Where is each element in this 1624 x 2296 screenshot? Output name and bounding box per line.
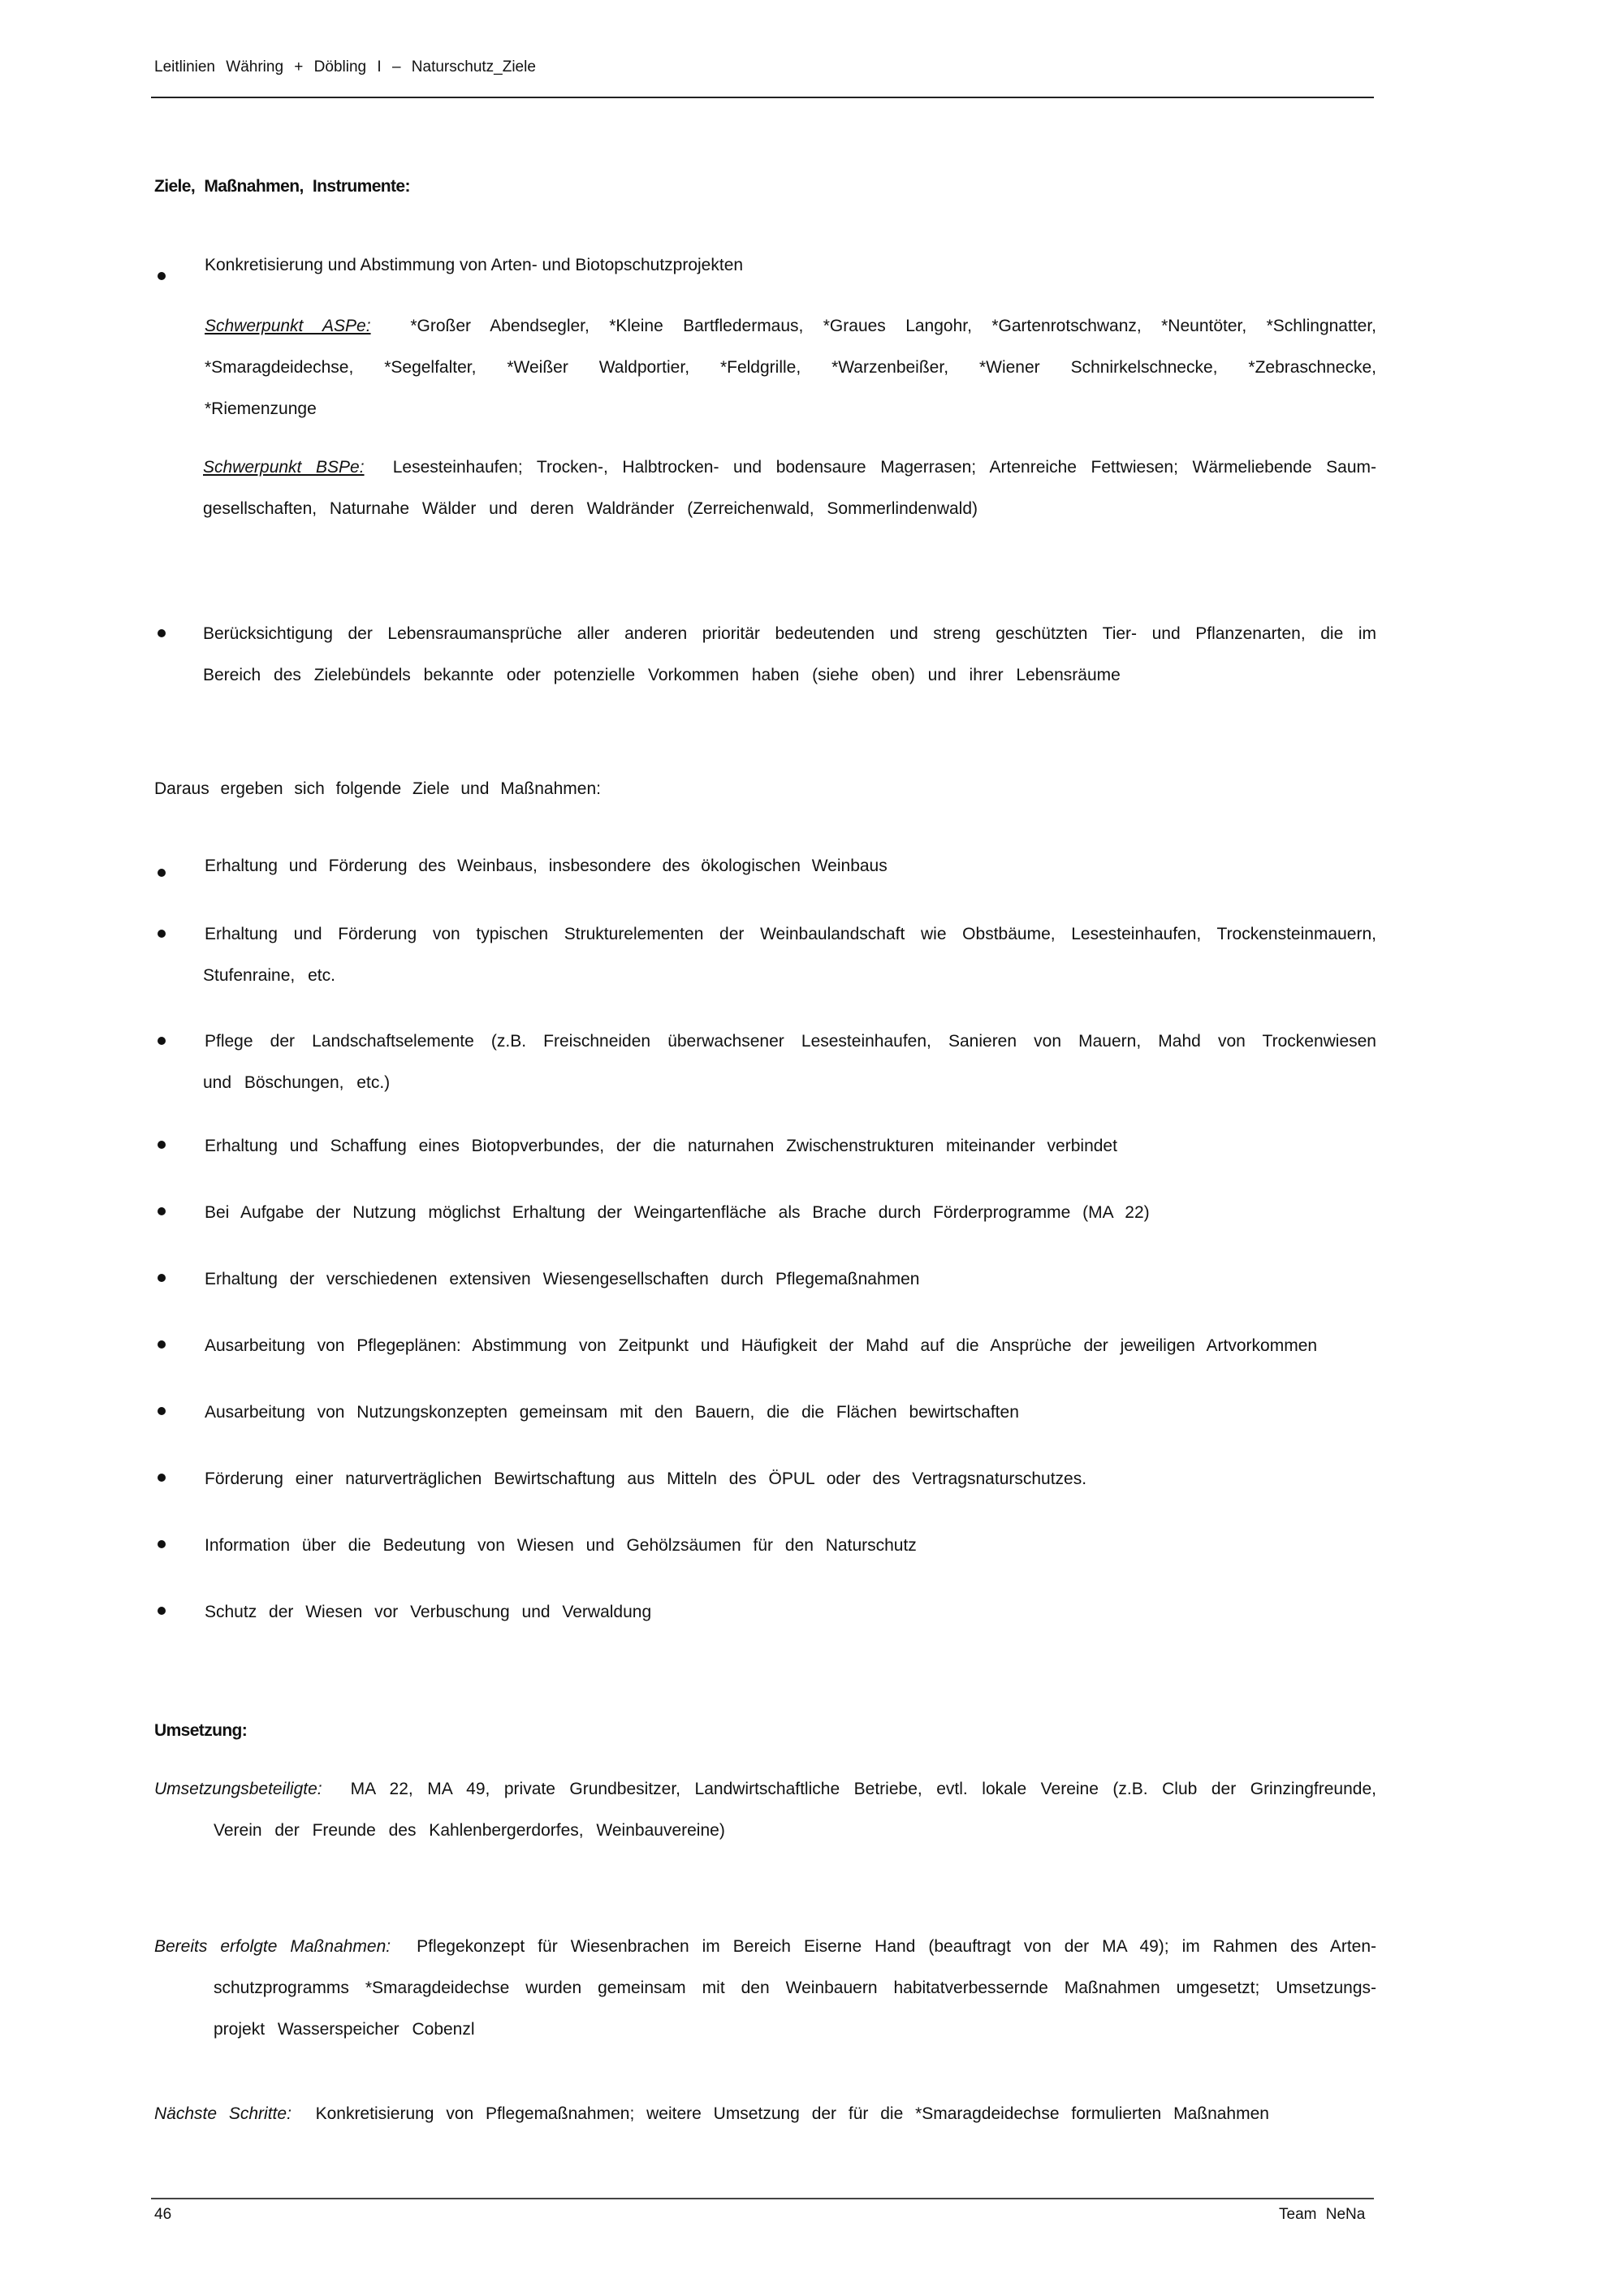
bullet-text: Information über die Bedeutung von Wiesen und Gehölzsäumen für den Naturschutz (205, 1536, 917, 1555)
bullet-text: Schutz der Wiesen vor Verbuschung und Verwaldung (205, 1603, 652, 1621)
bullet-dot (158, 1141, 166, 1149)
bereits-line: schutzprogramms *Smaragdeidechse wurden gemeinsam mit den Weinbauern habitatverbessernde Maßnahmen umgesetzt; Umsetzungs- (214, 1979, 1376, 1997)
bullet-text: Ausarbeitung von Pflegeplänen: Abstimmung von Zeitpunkt und Häufigkeit der Mahd auf die Ansprüche der jeweiligen Artvorkommen (205, 1336, 1318, 1355)
bullet-dot (158, 629, 166, 637)
asp-label: Schwerpunkt ASPe: (205, 317, 371, 335)
bullet-line: Pflege der Landschaftselemente (z.B. Freischneiden überwachsener Lesesteinhaufen, Sanieren von Mauern, Mahd von Trockenwiesen (205, 1032, 1376, 1051)
bullet-line: Bereich des Zielebündels bekannte oder potenzielle Vorkommen haben (siehe oben) und ihrer Lebensräume (203, 666, 1121, 684)
bullet-text: Förderung einer naturverträglichen Bewirtschaftung aus Mitteln des ÖPUL oder des Vertragsnaturschutzes. (205, 1470, 1087, 1488)
bullet-text: Erhaltung und Förderung des Weinbaus, insbesondere des ökologischen Weinbaus (205, 857, 888, 875)
bullet-text: Erhaltung und Schaffung eines Biotopverbundes, der die naturnahen Zwischenstrukturen miteinander verbindet (205, 1137, 1117, 1155)
bullet-line: Berücksichtigung der Lebensraumansprüche aller anderen prioritär bedeutenden und streng geschützten Tier- und Pflanzenarten, die im (203, 624, 1376, 643)
naechste-block (154, 2104, 1269, 2124)
bullet-line: Erhaltung und Förderung von typischen Strukturelementen der Weinbaulandschaft wie Obstbäume, Lesesteinhaufen, Trockensteinmauern, (205, 925, 1376, 943)
section-heading-ziele: Ziele, Maßnahmen, Instrumente: (154, 177, 410, 196)
bullet-line: Stufenraine, etc. (203, 966, 335, 985)
bullet-text: Ausarbeitung von Nutzungskonzepten gemeinsam mit den Bauern, die die Flächen bewirtschaften (205, 1403, 1019, 1422)
intro-text: Daraus ergeben sich folgende Ziele und Maßnahmen: (154, 779, 601, 798)
bereits-label: Bereits erfolgte Maßnahmen: (154, 1937, 391, 1956)
bullet-text: Konkretisierung und Abstimmung von Arten- und Biotopschutzprojekten (205, 256, 744, 274)
bereits-block (154, 1926, 1376, 2050)
asp-line: *Smaragdeidechse, *Segelfalter, *Weißer Waldportier, *Feldgrille, *Warzenbeißer, *Wiener Schnirkelschnecke, *Zebraschnecke, (205, 358, 1376, 377)
bullet-dot (158, 1207, 166, 1215)
beteiligte-line: Verein der Freunde des Kahlenbergerdorfes, Weinbauvereine) (214, 1821, 725, 1840)
bullet-text: Bei Aufgabe der Nutzung möglichst Erhaltung der Weingartenfläche als Brache durch Förderprogramme (MA 22) (205, 1203, 1150, 1222)
bullet-dot (158, 1037, 166, 1045)
asp-line: *Riemenzunge (205, 399, 317, 418)
beteiligte-line: MA 22, MA 49, private Grundbesitzer, Landwirtschaftliche Betriebe, evtl. lokale Vereine (z.B. Club der Grinzingfreunde, (350, 1780, 1376, 1798)
bereits-line: Pflegekonzept für Wiesenbrachen im Bereich Eiserne Hand (beauftragt von der MA 49); im Rahmen des Arten- (417, 1937, 1377, 1956)
section-heading-umsetzung: Umsetzung: (154, 1721, 248, 1740)
bullet-dot (158, 1607, 166, 1615)
bullet-dot (158, 272, 166, 280)
naechste-label: Nächste Schritte: (154, 2104, 292, 2123)
bullet-dot (158, 1474, 166, 1482)
header-divider (151, 97, 1374, 98)
bullet-dot (158, 930, 166, 938)
footer-team: Team NeNa (1279, 2206, 1366, 2223)
bullet-dot (158, 869, 166, 877)
asp-line: *Großer Abendsegler, *Kleine Bartfledermaus, *Graues Langohr, *Gartenrotschwanz, *Neuntöter, *Schlingnatter, (410, 317, 1377, 335)
beteiligte-label: Umsetzungsbeteiligte: (154, 1780, 322, 1798)
bullet-dot (158, 1340, 166, 1349)
beteiligte-block (154, 1768, 1376, 1851)
bullet-line: und Böschungen, etc.) (203, 1073, 391, 1092)
running-header: Leitlinien Währing + Döbling I – Naturschutz_Ziele (154, 58, 536, 76)
page-number: 46 (154, 2206, 172, 2223)
footer-divider (151, 2198, 1374, 2199)
bsp-line: gesellschaften, Naturnahe Wälder und deren Waldränder (Zerreichenwald, Sommerlindenwald) (203, 499, 978, 518)
bullet-dot (158, 1407, 166, 1415)
bereits-line: projekt Wasserspeicher Cobenzl (214, 2020, 475, 2039)
bsp-line: Lesesteinhaufen; Trocken-, Halbtrocken- und bodensaure Magerrasen; Artenreiche Fettwiesen; Wärmeliebende Saum- (392, 458, 1377, 477)
bullet-dot (158, 1540, 166, 1548)
asp-block (205, 305, 1376, 429)
bsp-label: Schwerpunkt BSPe: (203, 458, 365, 477)
bullet-dot (158, 1274, 166, 1282)
bullet-text: Erhaltung der verschiedenen extensiven Wiesengesellschaften durch Pflegemaßnahmen (205, 1270, 920, 1288)
naechste-text: Konkretisierung von Pflegemaßnahmen; weitere Umsetzung der für die *Smaragdeidechse formulierten Maßnahmen (315, 2104, 1269, 2123)
bsp-block (203, 447, 1376, 529)
